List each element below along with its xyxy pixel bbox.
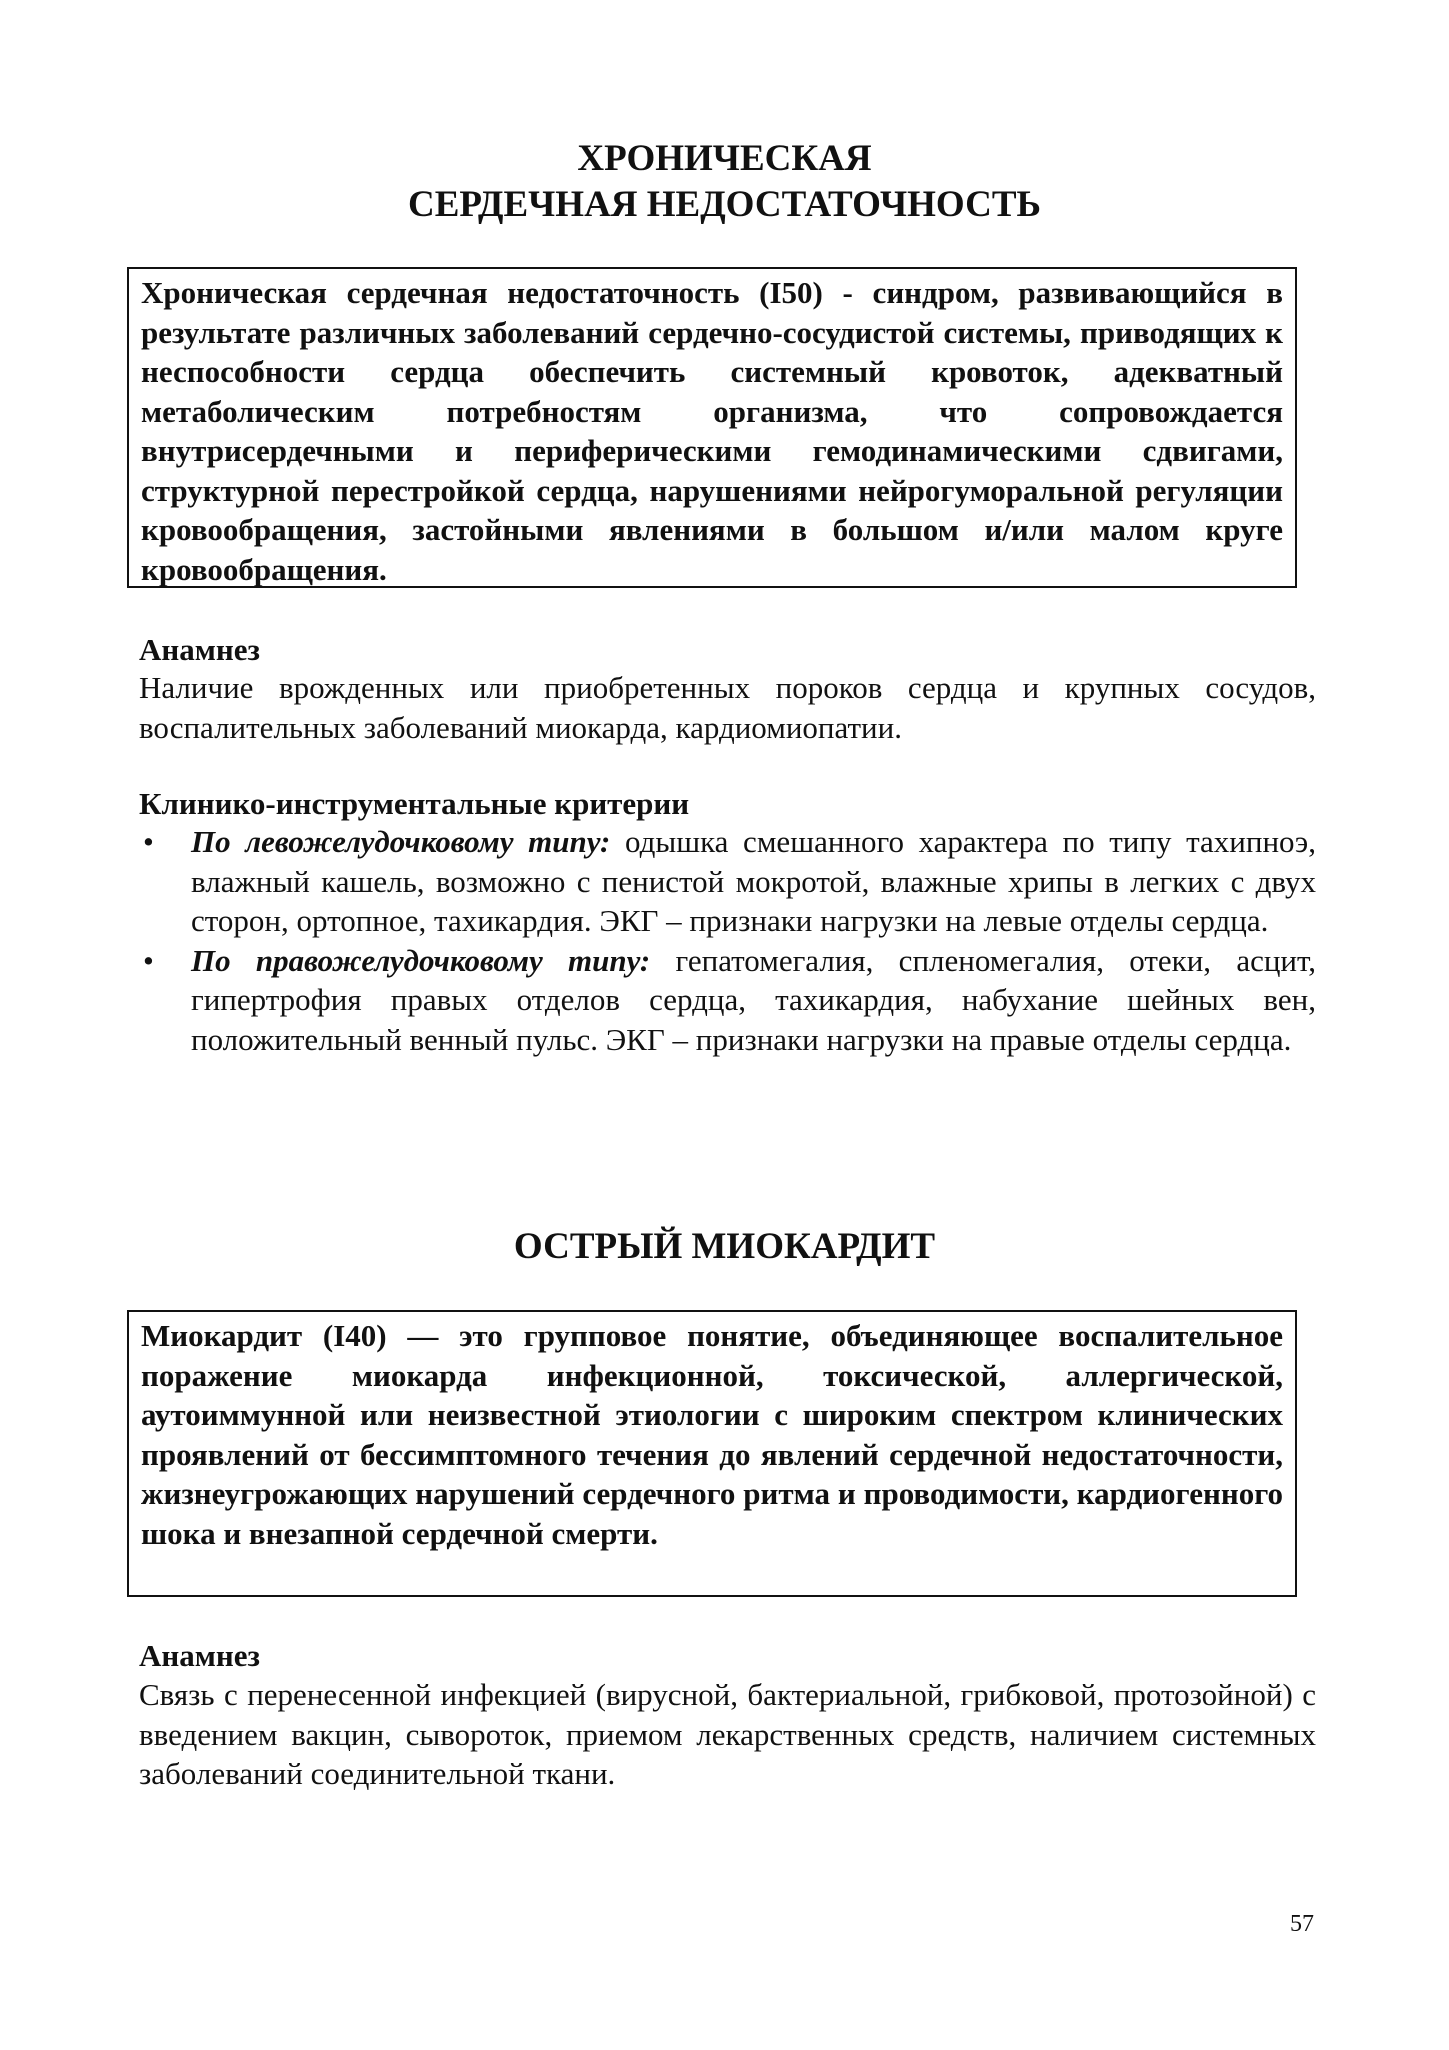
title-line: ОСТРЫЙ МИОКАРДИТ — [513, 1226, 936, 1267]
anamnesis-text: Связь с перенесенной инфекцией (вирусной, бактериальной, грибковой, протозойной) с введением вакцин, сывороток, приемом лекарственных средств, наличием системных заболеваний соединительной ткани. — [139, 1677, 1316, 1791]
criteria-item-right-ventricular — [139, 941, 1316, 1060]
definition-text: Миокардит (I40) — это групповое понятие, объединяющее воспалительное поражение миокарда инфекционной, токсической, аллергической, аутоиммунной или неизвестной этиологии с широким спектром клинических проявлений от бессимптомного течения до явлений сердечной недостаточности, жизнеугрожающих нарушений сердечного ритма и проводимости, кардиогенного шока и внезапной сердечной смерти. — [141, 1318, 1283, 1551]
criteria-text: одышка смешанного характера по типу тахипноэ, влажный кашель, возможно с пенистой мокротой, влажные хрипы в легких с двух сторон, ортопное, тахикардия. ЭКГ – признаки нагрузки на левые отделы сердца. — [191, 824, 1316, 938]
criteria-text: гепатомегалия, спленомегалия, отеки, асцит, гипертрофия правых отделов сердца, тахикардия, набухание шейных вен, положительный венный пульс. ЭКГ – признаки нагрузки на правые отделы сердца. — [191, 942, 1316, 1057]
bullet-marker: • — [143, 824, 154, 859]
bullet-marker: • — [143, 942, 154, 978]
criteria-item-left-ventricular — [139, 822, 1316, 941]
criteria-list — [139, 822, 1316, 1059]
definition-box-chronic-heart-failure — [127, 267, 1297, 588]
criteria-lead: По правожелудочковому типу: — [191, 942, 651, 978]
section-title-chronic-heart-failure — [0, 136, 1449, 228]
anamnesis-heading: Анамнез — [139, 632, 260, 667]
page-number: 57 — [1290, 1911, 1314, 1937]
section-title-acute-myocarditis — [0, 1224, 1449, 1270]
anamnesis-text: Наличие врожденных или приобретенных пороков сердца и крупных сосудов, воспалительных заболеваний миокарда, кардиомиопатии. — [139, 670, 1316, 745]
criteria-heading: Клинико-инструментальные критерии — [139, 786, 690, 821]
title-line: СЕРДЕЧНАЯ НЕДОСТАТОЧНОСТЬ — [407, 184, 1042, 225]
definition-box-acute-myocarditis — [127, 1310, 1297, 1597]
anamnesis-heading: Анамнез — [139, 1638, 260, 1673]
criteria-lead: По левожелудочковому типу: — [191, 824, 611, 859]
definition-text: Хроническая сердечная недостаточность (I50) - синдром, развивающийся в результате различных заболеваний сердечно-сосудистой системы, приводящих к неспособности сердца обеспечить системный кровоток, адекватный метаболическим потребностям организма, что сопровождается внутрисердечными и периферическими гемодинамическими сдвигами, структурной перестройкой сердца, нарушениями нейрогуморальной регуляции кровообращения, застойными явлениями в большом и/или малом круге кровообращения. — [141, 275, 1283, 587]
title-line: ХРОНИЧЕСКАЯ — [577, 138, 872, 179]
